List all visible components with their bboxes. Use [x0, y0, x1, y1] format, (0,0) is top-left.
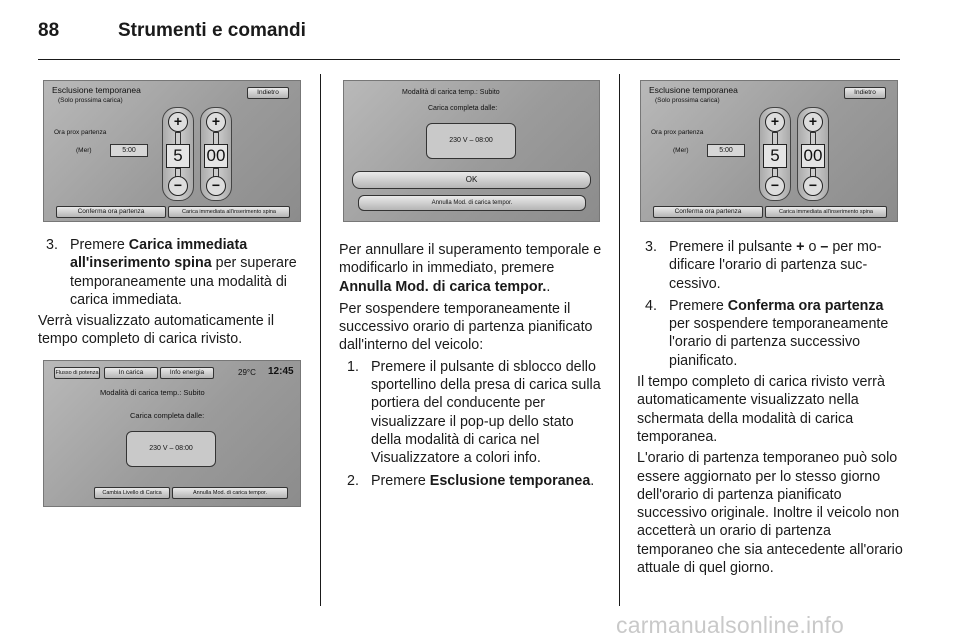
confirm-departure-button[interactable]: Conferma ora partenza	[56, 206, 166, 218]
middle-column	[339, 241, 603, 490]
step-number: 1.	[347, 358, 359, 375]
page-number: 88	[38, 20, 60, 41]
step-3	[637, 238, 903, 293]
hour-plus-button[interactable]: +	[765, 112, 785, 132]
hour-minus-button[interactable]: −	[168, 176, 188, 196]
immediate-charge-button[interactable]: Carica immediata all'inserimento spina	[765, 206, 887, 218]
tab-power-flow[interactable]: Flusso di potenza	[54, 367, 100, 379]
step-text-pre: Premere	[669, 297, 728, 314]
step-1	[339, 358, 603, 468]
tab-energy-info[interactable]: Info energia	[160, 367, 214, 379]
screenshot-charge-popup	[343, 80, 600, 222]
minus-symbol: –	[820, 239, 829, 255]
plus-symbol: +	[796, 239, 805, 255]
day-label: (Mer)	[673, 147, 689, 154]
left-column	[38, 236, 304, 349]
complete-value: 230 V – 08:00	[426, 123, 516, 159]
departure-label: Ora prox partenza	[651, 129, 704, 136]
screenshot-temporary-override	[640, 80, 898, 222]
screen-title: Esclusione temporanea	[52, 85, 141, 95]
step-number: 4.	[645, 297, 657, 314]
column-divider-2	[619, 74, 620, 606]
step-text-bold: Esclusione temporanea	[429, 472, 591, 489]
departure-label: Ora prox partenza	[54, 129, 107, 136]
minute-plus-button[interactable]: +	[803, 112, 823, 132]
step-text-pre: Premere il pulsante	[669, 239, 797, 255]
page-title: Strumenti e comandi	[118, 20, 306, 41]
para-pre: Per annullare il superamento temporale e modificarlo in immediato, premere	[339, 242, 602, 277]
minute-plus-button[interactable]: +	[206, 112, 226, 132]
para-bold: Annulla Mod. di carica tempor.	[339, 278, 547, 295]
step-number: 2.	[347, 472, 359, 489]
hour-digit: 5	[763, 144, 787, 168]
step-2	[339, 472, 603, 490]
step-text-post: per sospendere temporaneamente l'orario di partenza successivo pianificato.	[669, 316, 889, 369]
tab-charging[interactable]: In carica	[104, 367, 158, 379]
right-column	[637, 238, 903, 577]
ok-button[interactable]: OK	[352, 171, 591, 189]
step-text-bold: Conferma ora partenza	[727, 297, 884, 314]
watermark: carmanualsonline.info	[616, 612, 844, 638]
screenshot-temporary-override	[43, 80, 301, 222]
minute-minus-button[interactable]: −	[803, 176, 823, 196]
header-rule	[38, 59, 900, 60]
mode-line: Modalità di carica temp.: Subito	[100, 388, 205, 397]
step-text	[371, 472, 603, 490]
mode-line: Modalità di carica temp.: Subito	[402, 89, 500, 96]
middle-paragraph-2: Per sospendere temporaneamente il successivo orario di partenza pianificato dall'interno del veicolo:	[339, 300, 593, 354]
right-paragraph-2: L'orario di partenza temporaneo può solo essere aggiornato per lo stesso giorno dell'orario di partenza pianificato successivo originale. Inoltre il veicolo non accetterà un orario di partenza temporaneo che sia antecedente all'orario attuale di quel giorno.	[637, 450, 903, 577]
column-divider-1	[320, 74, 321, 606]
complete-label: Carica completa dalle:	[130, 411, 205, 420]
minute-digits: 00	[801, 144, 825, 168]
complete-value: 230 V – 08:00	[126, 431, 216, 467]
step-text	[669, 238, 903, 293]
back-button[interactable]: Indietro	[247, 87, 289, 99]
hour-spinner	[759, 107, 791, 201]
para-post: .	[546, 278, 551, 295]
step-text-post: per superare temporaneamente una modalità di carica immediata.	[70, 255, 297, 308]
screen-subtitle: (Solo prossima carica)	[655, 97, 720, 104]
hour-digit: 5	[166, 144, 190, 168]
step-text	[70, 236, 304, 309]
time-value: 5:00	[110, 144, 148, 157]
confirm-departure-button[interactable]: Conferma ora partenza	[653, 206, 763, 218]
day-label: (Mer)	[76, 147, 92, 154]
step-text-post: .	[590, 472, 595, 489]
step-text-pre: Premere	[70, 237, 129, 253]
step-3	[38, 236, 304, 309]
cancel-temp-button[interactable]: Annulla Mod. di carica tempor.	[172, 487, 288, 499]
step-4	[637, 297, 903, 370]
back-button[interactable]: Indietro	[844, 87, 886, 99]
hour-spinner	[162, 107, 194, 201]
step-text-bold: Carica immediata all'inserimento spina	[70, 237, 248, 272]
complete-label: Carica completa dalle:	[428, 105, 498, 112]
cancel-temp-button[interactable]: Annulla Mod. di carica tempor.	[358, 195, 586, 211]
middle-paragraph-1	[339, 241, 603, 296]
screen-title: Esclusione temporanea	[649, 85, 738, 95]
clock: 12:45	[268, 366, 294, 377]
hour-minus-button[interactable]: −	[765, 176, 785, 196]
minute-spinner	[797, 107, 829, 201]
temperature: 29°C	[238, 368, 256, 377]
step-text-mid: o	[804, 239, 821, 255]
step-number: 3.	[645, 239, 657, 255]
immediate-charge-button[interactable]: Carica immediata all'inserimento spina	[168, 206, 290, 218]
screen-subtitle: (Solo prossima carica)	[58, 97, 123, 104]
left-paragraph: Verrà visualizzato automaticamente il tempo completo di carica rivisto.	[38, 313, 275, 348]
minute-digits: 00	[204, 144, 228, 168]
step-text-pre: Premere	[371, 472, 430, 489]
step-text	[669, 297, 903, 370]
step-text-post: per modificare l'orario di partenza successivo.	[669, 239, 882, 292]
time-value: 5:00	[707, 144, 745, 157]
step-number: 3.	[46, 237, 58, 253]
minute-spinner	[200, 107, 232, 201]
change-level-button[interactable]: Cambia Livello di Carica	[94, 487, 170, 499]
hour-plus-button[interactable]: +	[168, 112, 188, 132]
minute-minus-button[interactable]: −	[206, 176, 226, 196]
step-text: Premere il pulsante di sblocco dello sportellino della presa di carica sulla portiera del conducente per visualizzare il pop-up dello stato della modalità di carica nel Visualizzatore a colori info.	[371, 358, 601, 467]
right-paragraph-1: Il tempo completo di carica rivisto verrà automaticamente visualizzato nella schermata della modalità di carica temporanea.	[637, 374, 885, 445]
screenshot-charge-status	[43, 360, 301, 507]
